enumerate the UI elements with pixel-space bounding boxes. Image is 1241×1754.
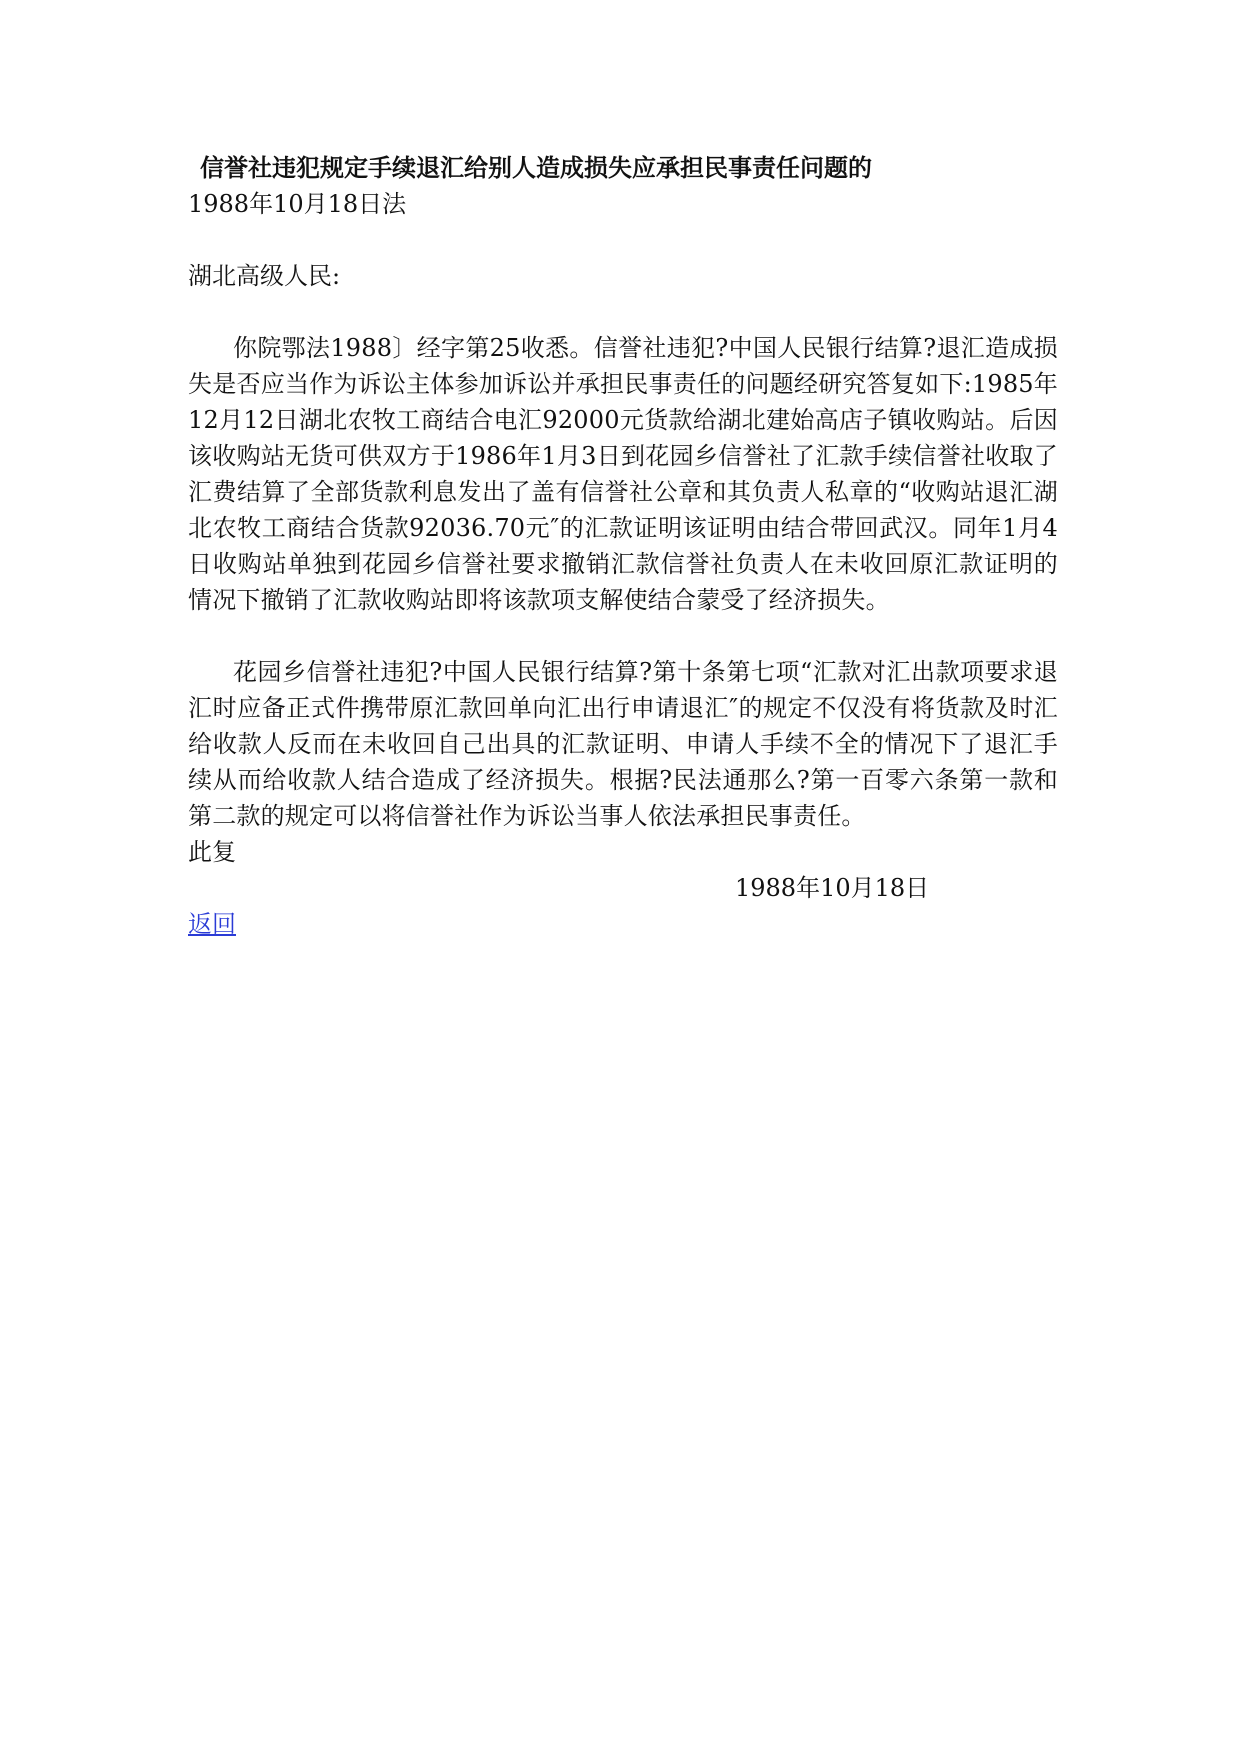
signature-date: 1988年10月18日 xyxy=(735,874,930,902)
spacer xyxy=(188,618,1058,654)
back-link[interactable]: 返回 xyxy=(188,910,236,938)
body-paragraph-2: 花园乡信誉社违犯?中国人民银行结算?第十条第七项“汇款对汇出款项要求退汇时应备正式件携带原汇款回单向汇出行申请退汇″的规定不仅没有将货款及时汇给收款人反而在未收回自己出具的汇款证明、申请人手续不全的情况下了退汇手续从而给收款人结合造成了经济损失。根据?民法通那么?第一百零六条第一款和第二款的规定可以将信誉社作为诉讼当事人依法承担民事责任。 xyxy=(188,658,1058,830)
addressee: 湖北高级人民: xyxy=(188,262,341,290)
document-title: 信誉社违犯规定手续退汇给别人造成损失应承担民事责任问题的 xyxy=(200,154,872,182)
spacer xyxy=(188,222,1058,258)
document-body xyxy=(188,150,1058,942)
body-paragraph-1: 你院鄂法1988〕经字第25收悉。信誉社违犯?中国人民银行结算?退汇造成损失是否应当作为诉讼主体参加诉讼并承担民事责任的问题经研究答复如下:1985年12月12日湖北农牧工商结合电汇92000元货款给湖北建始高店子镇收购站。后因该收购站无货可供双方于1986年1月3日到花园乡信誉社了汇款手续信誉社收取了汇费结算了全部货款利息发出了盖有信誉社公章和其负责人私章的“收购站退汇湖北农牧工商结合货款92036.70元″的汇款证明该证明由结合带回武汉。同年1月4日收购站单独到花园乡信誉社要求撤销汇款信誉社负责人在未收回原汇款证明的情况下撤销了汇款收购站即将该款项支解使结合蒙受了经济损失。 xyxy=(188,334,1058,614)
document-date-line: 1988年10月18日法 xyxy=(188,190,407,218)
closing-text: 此复 xyxy=(188,838,236,866)
spacer xyxy=(188,294,1058,330)
